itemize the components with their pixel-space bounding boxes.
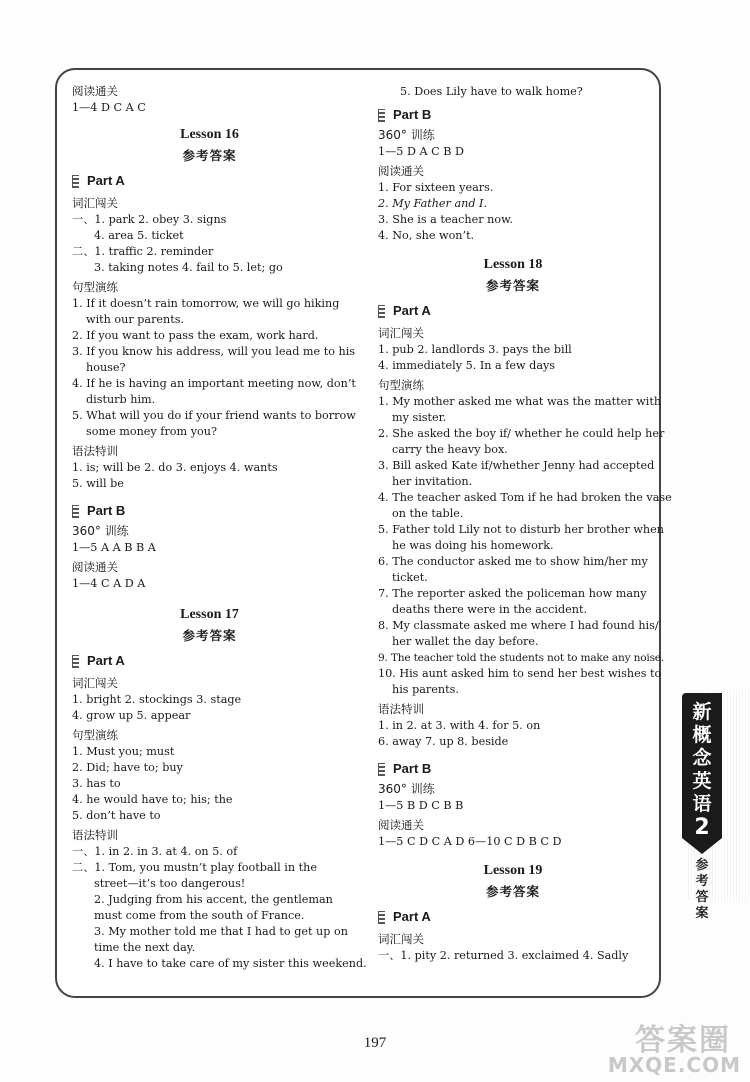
reading-line: 3. She is a teacher now. [378,213,513,226]
grammar-heading: 语法特训 [72,444,118,458]
grammar-line: 6. away 7. up 8. beside [378,735,509,748]
pattern-line: on the table. [392,507,464,520]
pattern-line: disturb him. [86,393,156,406]
section-tab [690,858,714,922]
pattern-line: 2. Did; have to; buy [72,761,183,774]
pattern-line: he was doing his homework. [392,539,554,552]
pattern-line: 1. If it doesn’t rain tomorrow, we will go hiking [72,297,340,310]
pattern-line: 4. If he is having an important meeting now, don’t [72,377,356,390]
section-char: 参 [695,858,709,873]
section-char: 案 [695,906,709,921]
pattern-line: his parents. [392,683,459,696]
vocab-line: 1. bright 2. stockings 3. stage [72,693,242,706]
pattern-line: 8. My classmate asked me where I had found his/ [378,619,659,632]
book-title-char: 新 [692,701,712,723]
pattern-line: 1. My mother asked me what was the matter with [378,395,662,408]
part-marker-icon [378,109,385,122]
grammar-line: 3. My mother told me that I had to get up on [94,925,348,938]
part-b-heading: Part B [72,500,347,522]
pattern-line: 1. Must you; must [72,745,175,758]
pattern-line: 3. has to [72,777,121,790]
vocab-line: 二、1. traffic 2. reminder [72,245,214,258]
pattern-heading: 句型演练 [72,728,118,742]
vocab-heading: 词汇闯关 [378,932,424,946]
grammar-line: 2. Judging from his accent, the gentleman [94,893,333,906]
reading-answer: 1—4 C A D A [72,577,146,590]
reading-heading: 阅读通关 [378,164,424,178]
reading-heading: 阅读通关 [72,560,118,574]
part-a-heading: Part A [378,906,648,928]
grammar-line: 1. is; will be 2. do 3. enjoys 4. wants [72,461,278,474]
answers-heading: 参考答案 [182,148,237,163]
pattern-line: 9. The teacher told the students not to make any noise. [378,652,665,664]
grammar-line: 5. will be [72,477,124,490]
reading-heading: 阅读通关 [378,818,424,832]
part-marker-icon [72,655,79,668]
vocab-line: 1. pub 2. landlords 3. pays the bill [378,343,572,356]
watermark-logo-text: 答案圈 [635,1023,731,1058]
vocab-line: 一、1. pity 2. returned 3. exclaimed 4. Sadly [378,949,629,962]
vocab-heading: 词汇闯关 [72,196,118,210]
book-title-char: 语 [692,793,712,815]
section-char: 答 [695,890,709,905]
pattern-line: deaths there were in the accident. [392,603,588,616]
training-heading: 360° 训练 [378,128,435,142]
grammar-line: 二、1. Tom, you mustn’t play football in the [72,861,317,874]
book-title-tab [682,693,722,838]
pattern-line: some money from you? [86,425,217,438]
reading-answer: 1—5 C D C A D 6—10 C D B C D [378,835,562,848]
vocab-line: 一、1. park 2. obey 3. signs [72,213,227,226]
lesson-18-title: Lesson 18 [483,257,543,272]
training-answer: 1—5 A A B B A [72,541,156,554]
book-title-char: 概 [692,724,712,746]
pattern-line: 2. She asked the boy if/ whether he could help her [378,427,665,440]
pattern-line: ticket. [392,571,428,584]
vocab-line: 4. grow up 5. appear [72,709,191,722]
tab-arrow-icon [682,838,722,854]
pattern-line: carry the heavy box. [392,443,508,456]
left-column [72,80,367,972]
book-title-char: 英 [692,770,712,792]
part-marker-icon [72,505,79,518]
grammar-line: must come from the south of France. [94,909,305,922]
pattern-line: 7. The reporter asked the policeman how many [378,587,647,600]
pattern-line: 3. If you know his address, will you lead me to his [72,345,356,358]
vocab-line: 4. area 5. ticket [94,229,184,242]
pattern-line: 5. What will you do if your friend wants to borrow [72,409,356,422]
grammar-line: street—it’s too dangerous! [94,877,246,890]
pattern-line: 6. The conductor asked me to show him/her my [378,555,648,568]
training-heading: 360° 训练 [72,524,129,538]
book-title-char: 念 [692,747,712,769]
part-b-heading: Part B [378,104,648,126]
grammar-line: 1. in 2. at 3. with 4. for 5. on [378,719,541,732]
reading-line: 1. For sixteen years. [378,181,494,194]
lesson-19-title: Lesson 19 [483,863,543,878]
vocab-heading: 词汇闯关 [378,326,424,340]
pattern-heading: 句型演练 [378,378,424,392]
answer-line: 5. Does Lily have to walk home? [400,85,583,98]
part-b-heading: Part B [378,758,648,780]
lesson-17-title: Lesson 17 [180,607,239,622]
vocab-line: 4. immediately 5. In a few days [378,359,556,372]
training-heading: 360° 训练 [378,782,435,796]
watermark [607,1015,747,1077]
pattern-line: 5. don’t have to [72,809,161,822]
grammar-heading: 语法特训 [378,702,424,716]
training-answer: 1—5 B D C B B [378,799,464,812]
watermark-url: MXQE.COM [607,1053,741,1077]
pattern-line: my sister. [392,411,447,424]
answer-line: 1—4 D C A C [72,101,146,114]
grammar-heading: 语法特训 [72,828,118,842]
grammar-line: 一、1. in 2. in 3. at 4. on 5. of [72,845,238,858]
pattern-line: with our parents. [86,313,185,326]
right-column [378,84,672,964]
pattern-line: 3. Bill asked Kate if/whether Jenny had accepted [378,459,655,472]
pattern-line: 4. he would have to; his; the [72,793,233,806]
pattern-line: her invitation. [392,475,473,488]
grammar-line: time the next day. [94,941,196,954]
pattern-heading: 句型演练 [72,280,118,294]
pattern-line: house? [86,361,126,374]
reading-line: 4. No, she won’t. [378,229,475,242]
part-a-heading: Part A [72,650,347,672]
vocab-heading: 词汇闯关 [72,676,118,690]
pattern-line: 10. His aunt asked him to send her best wishes to [378,667,662,680]
part-marker-icon [378,305,385,318]
grammar-line: 4. I have to take care of my sister this weekend. [94,957,367,970]
answers-heading: 参考答案 [182,628,237,643]
pattern-line: 2. If you want to pass the exam, work hard. [72,329,319,342]
part-a-heading: Part A [72,170,347,192]
pattern-line: 4. The teacher asked Tom if he had broken the vase [378,491,672,504]
part-marker-icon [378,763,385,776]
answers-heading: 参考答案 [485,884,540,899]
training-answer: 1—5 D A C B D [378,145,465,158]
answers-heading: 参考答案 [485,278,540,293]
pattern-line: her wallet the day before. [392,635,539,648]
part-marker-icon [378,911,385,924]
pattern-line: 5. Father told Lily not to disturb her brother when [378,523,664,536]
lesson-16-title: Lesson 16 [180,127,239,142]
book-title-char: 2 [694,815,710,840]
part-a-heading: Part A [378,300,648,322]
part-marker-icon [72,175,79,188]
vocab-line: 3. taking notes 4. fail to 5. let; go [94,261,283,274]
page-number: 197 [363,1035,387,1051]
reading-line: 2. My Father and I. [378,197,488,210]
section-heading: 阅读通关 [72,84,118,98]
section-char: 考 [695,874,709,889]
